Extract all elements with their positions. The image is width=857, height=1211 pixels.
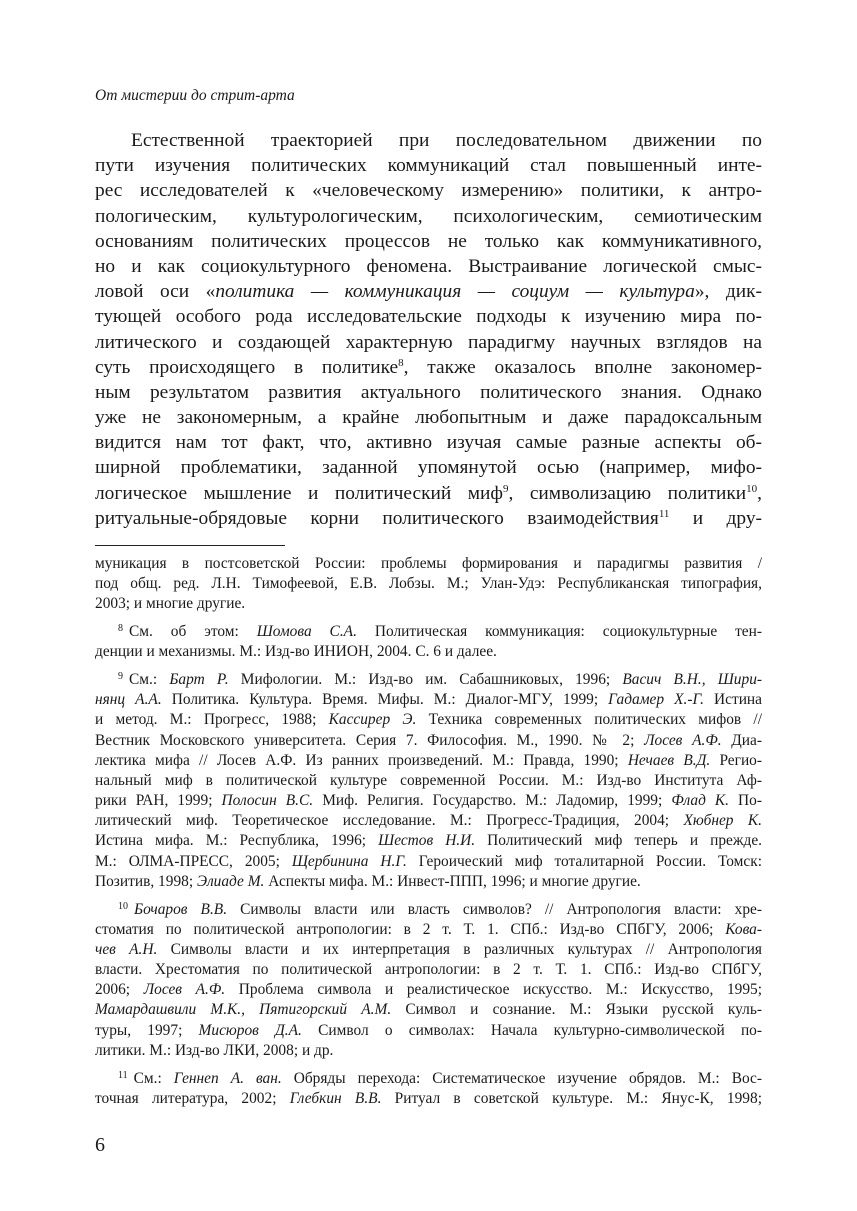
footnote-line: Позитив, 1998; Элиаде М. Аспекты мифа. М.: Инвест-ППП, 1996; и многие другие. <box>95 872 641 890</box>
footnote-line: и метод. М.: Прогресс, 1988; Кассирер Э. Техника современных политических мифов // <box>95 711 762 729</box>
body-line: ным результатом развития актуального политического знания. Однако <box>95 381 762 403</box>
footnote-line: под общ. ред. Л.Н. Тимофеевой, Е.В. Лобзы. М.; Улан-Удэ: Республиканская типография, <box>95 575 762 593</box>
body-line: пути изучения политических коммуникаций стал повышенный инте- <box>95 155 762 177</box>
footnote-ref-8[interactable]: 8 <box>398 356 404 369</box>
footnote-line: 2003; и многие другие. <box>95 595 246 613</box>
footnote-line: точная литература, 2002; Глебкин В.В. Ритуал в советской культуре. М.: Янус-К, 1998; <box>95 1089 762 1107</box>
body-line: суть происходящего в политике$^8$, также оказалось вполне закономер- <box>95 356 763 378</box>
running-head: От мистерии до стрит-арта <box>95 87 295 104</box>
footnote-separator <box>95 545 285 546</box>
footnote-line: $^{10}$ Бочаров В.В. Символы власти или власть символов? // Антропология власти: хре- <box>118 900 762 918</box>
footnote-marker: 9 <box>118 670 123 682</box>
footnotes <box>95 554 762 1116</box>
footnote-line: М.: ОЛМА-ПРЕСС, 2005; Щербинина Н.Г. Героический миф тоталитарной России. Томск: <box>95 852 762 870</box>
footnote-line: туры, 1997; Мисюров Д.А. Символ о символах: Начала культурно-символической по- <box>95 1021 763 1039</box>
footnote-line: Истина мифа. М.: Республика, 1996; Шестов Н.И. Политический миф теперь и прежде. <box>95 832 763 850</box>
footnote-line: нянц А.А. Политика. Культура. Время. Мифы. М.: Диалог-МГУ, 1999; Гадамер Х.-Г. Истина <box>95 691 762 709</box>
body-line: пологическим, культурологическим, психологическим, семиотическим <box>95 205 762 227</box>
body-line: рес исследователей к «человеческому измерению» политики, к антро- <box>95 180 762 202</box>
footnote-ref-10[interactable]: 10 <box>746 482 758 495</box>
footnote-continuation <box>95 554 762 615</box>
footnote-line: $^8$ См. об этом: Шомова С.А. Политическая коммуникация: социокультурные тен- <box>118 623 762 641</box>
footnote-line: $^{11}$ См.: Геннеп А. ван. Обряды перехода: Систематическое изучение обрядов. М.: Вос- <box>118 1069 763 1087</box>
footnote-line: $^9$ См.: Барт Р. Мифологии. М.: Изд-во им. Сабашниковых, 1996; Васич В.Н., Шири- <box>118 670 763 688</box>
footnote-line: чев А.Н. Символы власти и их интерпретация в различных культурах // Антропология <box>95 940 762 958</box>
body-line: уже не закономерным, а крайне любопытным и даже парадоксальным <box>95 407 762 429</box>
body-line: ритуальные-обрядовые корни политического взаимодействия$^{11}$ и дру- <box>95 507 763 529</box>
footnote-ref-11[interactable]: 11 <box>658 507 670 520</box>
footnote-marker: 10 <box>118 900 128 912</box>
footnote-10 <box>95 900 762 1062</box>
footnote-line: муникация в постсоветской России: проблемы формирования и парадигмы развития / <box>95 555 762 572</box>
body-line: но и как социокультурного феномена. Выстраивание логической смыс- <box>95 255 762 277</box>
body-line: ловой оси «политика — коммуникация — социум — культура», дик- <box>95 281 762 303</box>
body-line: литического и создающей характерную парадигму научных взглядов на <box>95 331 762 353</box>
footnote-line: денции и механизмы. М.: Изд-во ИНИОН, 2004. С. 6 и далее. <box>95 643 497 661</box>
book-page <box>95 0 762 1211</box>
body-line: ширной проблематики, заданной упомянутой осью (например, мифо- <box>95 457 762 479</box>
footnote-line: литический миф. Теоретическое исследование. М.: Прогресс-Традиция, 2004; Хюбнер К. <box>95 812 762 830</box>
footnote-line: лектика мифа // Лосев А.Ф. Из ранних произведений. М.: Правда, 1990; Нечаев В.Д. Регио- <box>95 751 762 769</box>
footnote-line: Вестник Московского университета. Серия 7. Философия. М., 1990. № 2; Лосев А.Ф. Диа- <box>95 731 762 749</box>
footnote-marker: 11 <box>118 1069 128 1081</box>
footnote-line: Мамардашвили М.К., Пятигорский А.М. Символ и сознание. М.: Языки русской куль- <box>95 1001 762 1019</box>
footnote-9 <box>95 670 762 892</box>
footnote-line: нальный миф в политической культуре современной России. М.: Изд-во Института Аф- <box>95 771 762 789</box>
body-line: тующей особого рода исследовательские подходы к изучению мира по- <box>95 306 762 328</box>
footnote-11 <box>95 1069 762 1109</box>
emphasis-text: политика — коммуникация — социум — культура <box>215 281 695 303</box>
footnote-line: власти. Хрестоматия по политической антропологии: в 2 т. Т. 1. СПб.: Изд-во СПбГУ, <box>95 961 762 979</box>
page-number: 6 <box>95 1134 105 1156</box>
body-line: видится нам тот факт, что, активно изучая самые разные аспекты об- <box>95 432 762 454</box>
footnote-8 <box>95 622 762 662</box>
footnote-ref-9[interactable]: 9 <box>502 482 509 495</box>
body-line: Естественной траекторией при последовательном движении по <box>131 130 762 151</box>
main-body-paragraph <box>95 128 762 531</box>
footnote-line: 2006; Лосев А.Ф. Проблема символа и реалистическое искусство. М.: Искусство, 1995; <box>95 981 763 999</box>
footnote-line: литики. М.: Изд-во ЛКИ, 2008; и др. <box>95 1041 334 1059</box>
body-line: логическое мышление и политический миф$^9$, символизацию политики$^{10}$, <box>95 482 762 504</box>
footnote-line: рики РАН, 1999; Полосин В.С. Миф. Религия. Государство. М.: Ладомир, 1999; Флад К. По- <box>95 792 762 810</box>
body-line: основаниям политических процессов не только как коммуникативного, <box>95 230 762 252</box>
footnote-line: стоматия по политической антропологии: в 2 т. Т. 1. СПб.: Изд-во СПбГУ, 2006; Кова- <box>95 920 762 938</box>
footnote-marker: 8 <box>118 623 123 635</box>
